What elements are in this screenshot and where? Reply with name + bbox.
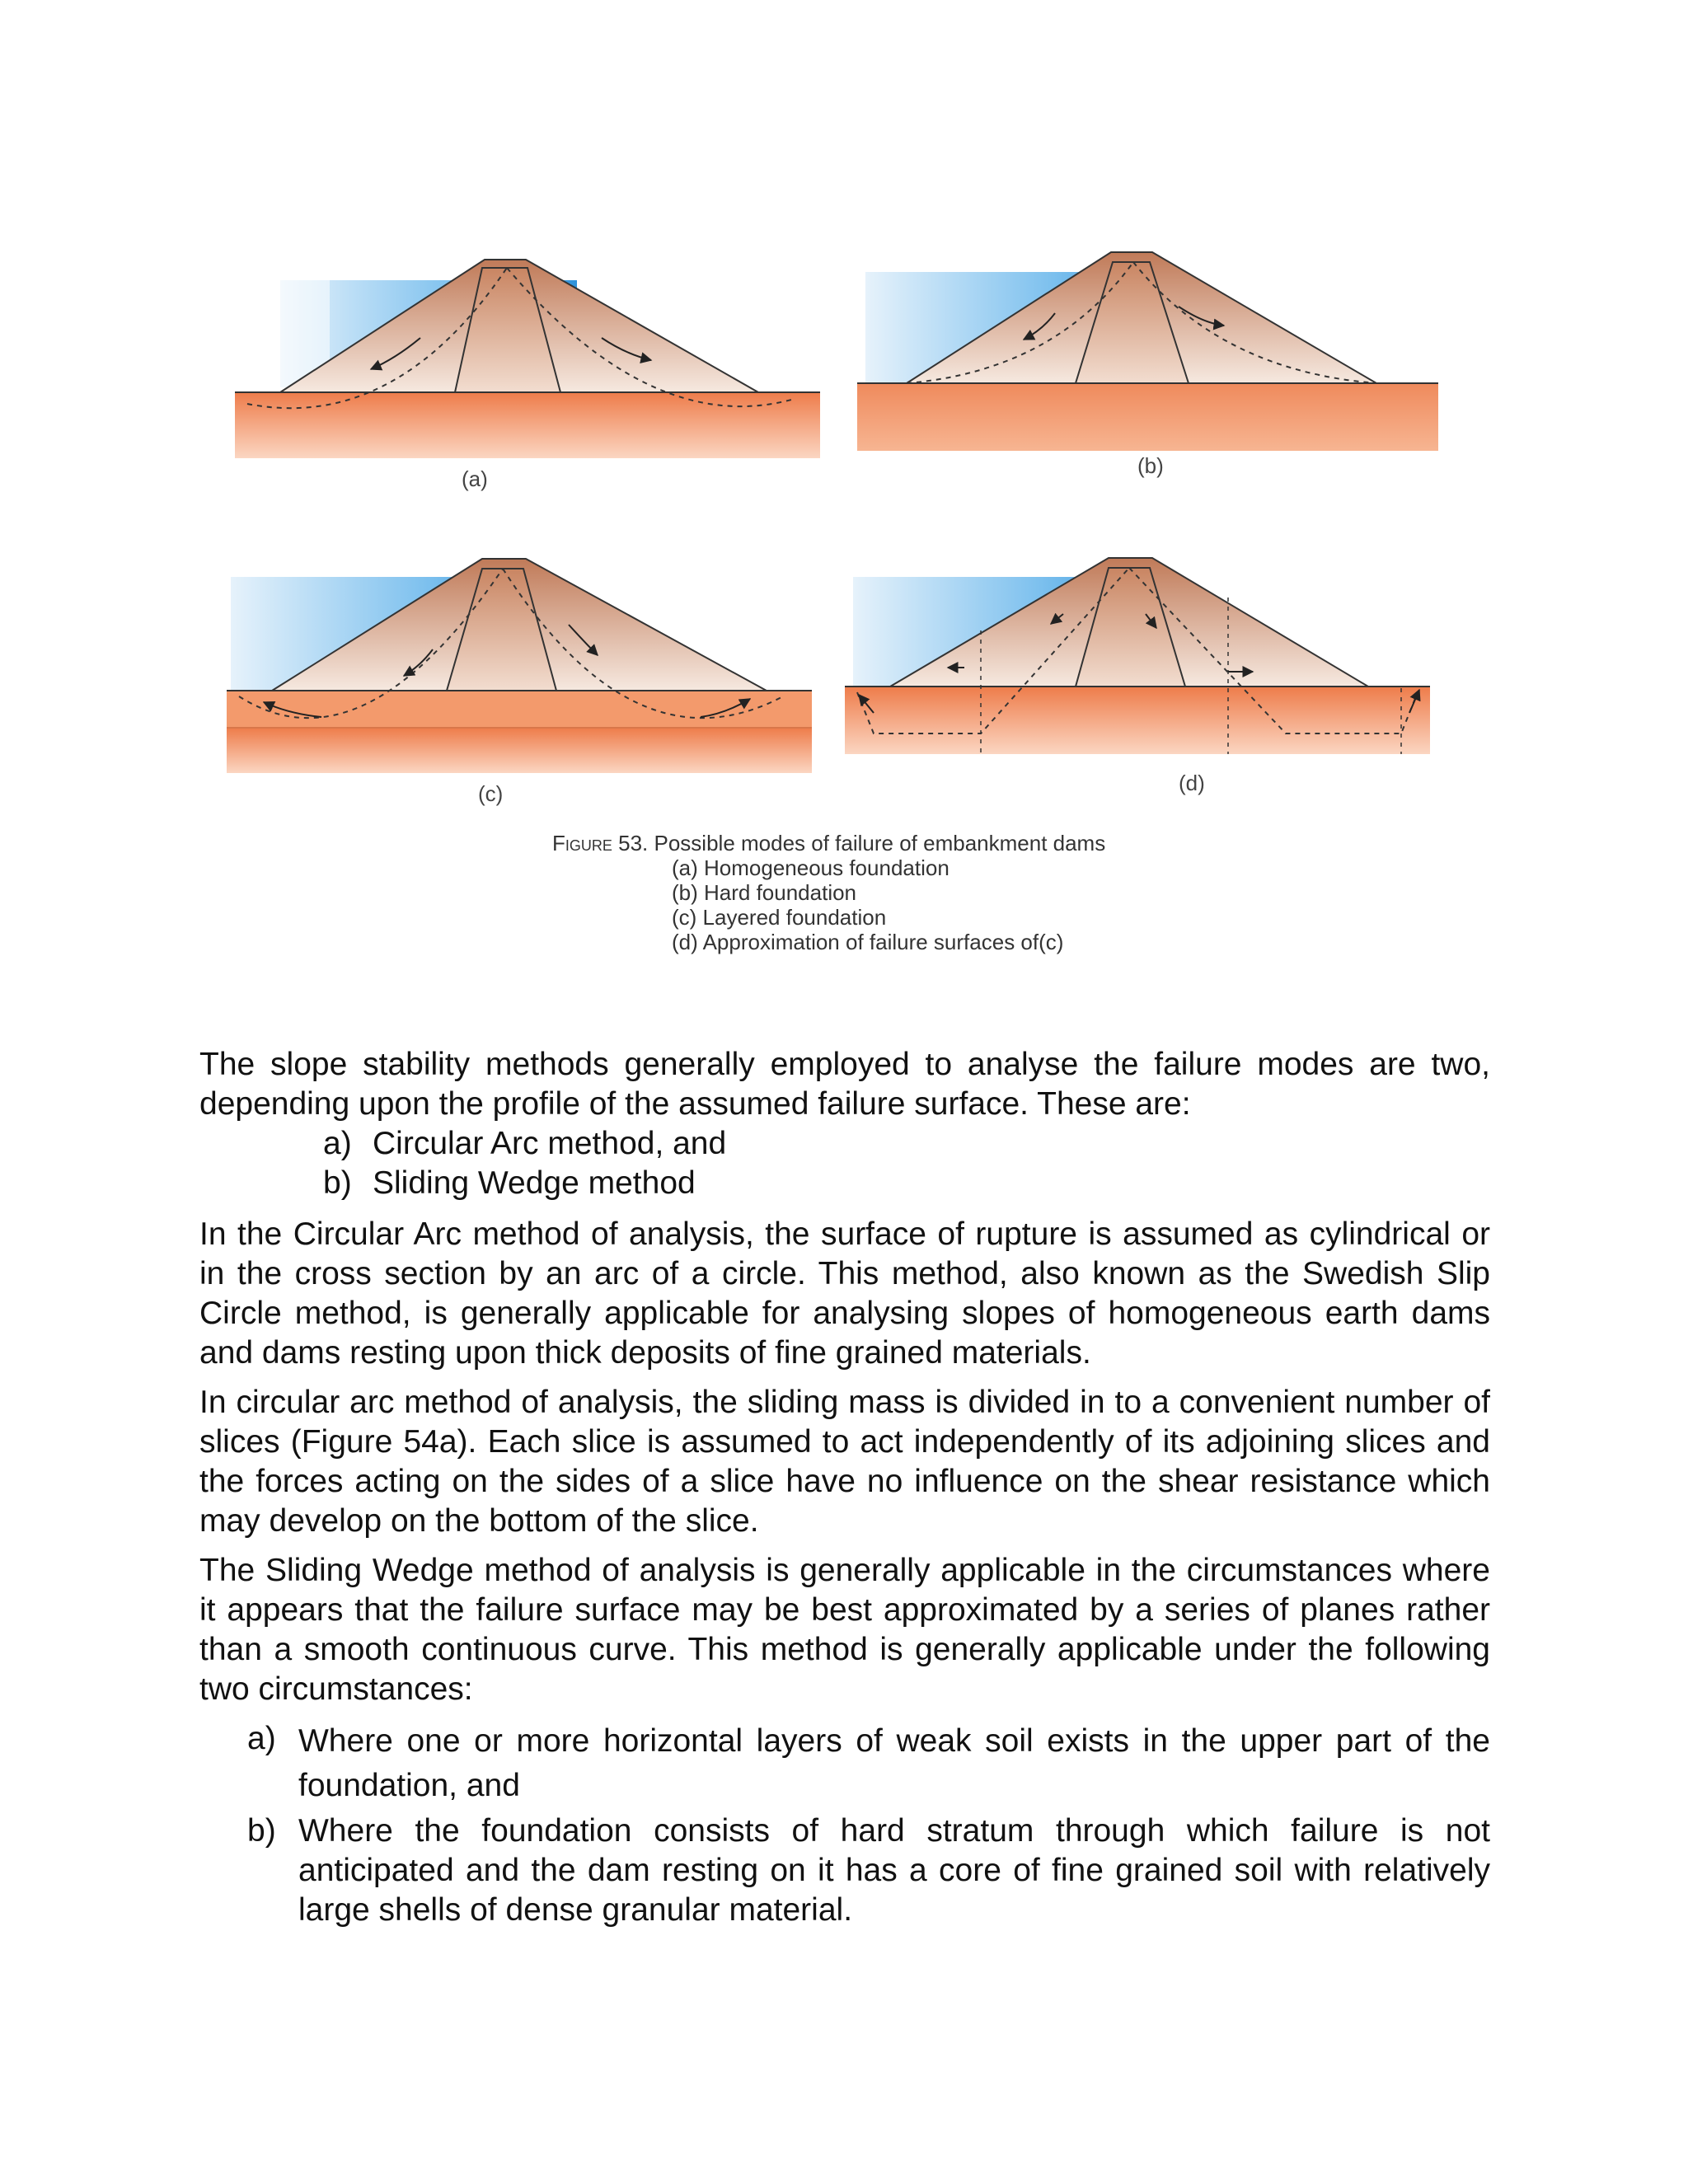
list-marker: a) [323,1126,352,1161]
paragraph-circular-arc: In the Circular Arc method of analysis, the surface of rupture is assumed as cylindrical or in the cross section by an arc of a circle. This method, also known as the Swedish Slip Circle method, is generally applicable for analysing slopes of homogeneous earth dams and dams resting upon thick deposits of fine grained materials. [199,1216,1490,1371]
dam-diagram-a [223,247,824,511]
panel-label-d: (d) [1179,771,1205,795]
figure-panel-a [223,247,824,511]
foundation-b [857,383,1438,451]
list-marker: b) [247,1813,276,1849]
foundation-d [845,687,1430,754]
list-text: Circular Arc method, and [373,1126,727,1161]
list-text: Where the foundation consists of hard stratum through which failure is not anticipated and the dam resting on it has a core of fine grained soil with relatively large shells of dense granular material. [298,1813,1490,1928]
figure-title: Possible modes of failure of embankment dams [654,831,1106,855]
list-marker: a) [247,1721,276,1756]
paragraph-intro: The slope stability methods generally employed to analyse the failure modes are two, depending upon the profile of the assumed failure surface. These are: [199,1047,1490,1122]
foundation-c-upper [227,691,812,728]
panel-label-a: (a) [462,466,488,491]
figure-number: Figure 53. [552,831,649,855]
list-text: Sliding Wedge method [373,1165,696,1201]
caption-item: (b) Hard foundation [672,880,857,905]
panel-label-c: (c) [478,781,504,806]
list-marker: b) [323,1165,352,1201]
panel-label-b: (b) [1137,453,1164,478]
foundation-a [235,392,820,458]
dam-diagram-c [223,552,824,808]
paragraph-sliding-wedge: The Sliding Wedge method of analysis is generally applicable in the circumstances where it appears that the failure surface may be best approximated by a series of planes rather than a smooth continuous curve. This method is generally applicable under the following two circumstances: [199,1553,1490,1707]
caption-item: (c) Layered foundation [672,905,887,930]
foundation-c-lower [227,728,812,773]
list-text: Where one or more horizontal layers of weak soil exists in the upper part of the foundation, and [298,1723,1490,1803]
figure-panel-d [841,548,1451,804]
paragraph-slices: In circular arc method of analysis, the sliding mass is divided in to a convenient number of slices (Figure 54a). Each slice is assumed to act independently of its adjoining slices and the forces acting on the sides of a slice have no influence on the shear resistance which may develop on the bottom of the slice. [199,1385,1490,1539]
dam-diagram-d [841,548,1451,804]
figure-caption [552,831,1105,954]
figure-panel-c [223,552,824,808]
caption-item: (d) Approximation of failure surfaces of(c) [672,930,1064,954]
caption-item: (a) Homogeneous foundation [672,855,950,880]
figure-panel-b [849,247,1451,494]
